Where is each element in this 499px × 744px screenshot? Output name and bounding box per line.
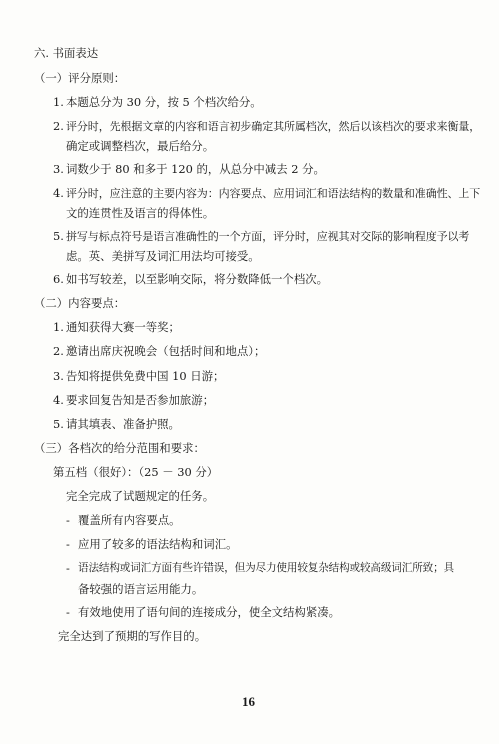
bullet-2-mark: - — [66, 537, 70, 551]
bullet-3-mark: - — [66, 561, 70, 575]
sec2-item-2-text: 邀请出席庆祝晚会（包括时间和地点）； — [66, 344, 266, 358]
sec2-item-2-num: 2. — [53, 344, 64, 358]
sec2-heading: （二）内容要点： — [34, 296, 126, 310]
sec1-item-2-num: 2. — [53, 119, 64, 133]
sec1-item-3-num: 3. — [53, 162, 64, 176]
bullet-4-text: 有效地使用了语句间的连接成分，使全文结构紧凑。 — [78, 605, 340, 619]
sec1-item-5-text: 拼写与标点符号是语言准确性的一个方面，评分时，应视其对交际的影响程度予以考 — [66, 230, 470, 243]
bullet-3-text: 语法结构或词汇方面有些许错误，但为尽力使用较复杂结构或较高级词汇所致；具 — [78, 562, 454, 574]
sec1-item-3-text: 词数少于 80 和多于 120 的，从总分中减去 2 分。 — [66, 162, 325, 176]
sec2-item-1-num: 1. — [53, 320, 64, 334]
level-closing: 完全达到了预期的写作目的。 — [58, 629, 207, 643]
bullet-2-text: 应用了较多的语法结构和词汇。 — [78, 537, 238, 551]
page-number: 16 — [242, 694, 255, 709]
sec1-item-4-text: 评分时，应注意的主要内容为：内容要点、应用词汇和语法结构的数量和准确性、上下 — [66, 187, 481, 200]
sec1-item-6-text: 如书写较差，以至影响交际，将分数降低一个档次。 — [66, 272, 328, 286]
sec1-item-6-num: 6. — [53, 272, 64, 286]
bullet-1-mark: - — [66, 513, 70, 527]
sec1-item-2-cont: 确定或调整档次，最后给分。 — [66, 139, 215, 153]
sec1-item-5-num: 5. — [53, 229, 64, 243]
bullet-1-text: 覆盖所有内容要点。 — [78, 513, 181, 527]
sec1-item-1-text: 本题总分为 30 分，按 5 个档次给分。 — [66, 95, 262, 109]
section-title: 六. 书面表达 — [34, 46, 99, 60]
sec1-heading: （一）评分原则： — [34, 71, 126, 85]
bullet-4-mark: - — [66, 605, 70, 619]
sec1-item-4-cont: 文的连贯性及语言的得体性。 — [66, 206, 215, 220]
sec2-item-3-num: 3. — [53, 369, 64, 383]
level-intro: 完全完成了试题规定的任务。 — [66, 489, 215, 503]
sec2-item-5-num: 5. — [53, 417, 64, 431]
sec1-item-2-text: 评分时，先根据文章的内容和语言初步确定其所属档次，然后以该档次的要求来衡量， — [66, 120, 481, 133]
sec1-item-1-num: 1. — [53, 95, 64, 109]
sec1-item-4-num: 4. — [53, 186, 64, 200]
level-title: 第五档（很好）：（25 － 30 分） — [53, 465, 219, 479]
sec2-item-4-num: 4. — [53, 393, 64, 407]
sec3-heading: （三）各档次的给分范围和要求： — [34, 441, 205, 455]
sec2-item-1-text: 通知获得大赛一等奖； — [66, 320, 180, 334]
sec1-item-5-cont: 虑。英、美拼写及词汇用法均可接受。 — [66, 249, 260, 263]
sec2-item-5-text: 请其填表、准备护照。 — [66, 417, 180, 431]
bullet-3-cont: 备较强的语言运用能力。 — [78, 582, 204, 596]
sec2-item-4-text: 要求回复告知是否参加旅游； — [66, 393, 215, 407]
sec2-item-3-text: 告知将提供免费中国 10 日游； — [66, 369, 225, 383]
